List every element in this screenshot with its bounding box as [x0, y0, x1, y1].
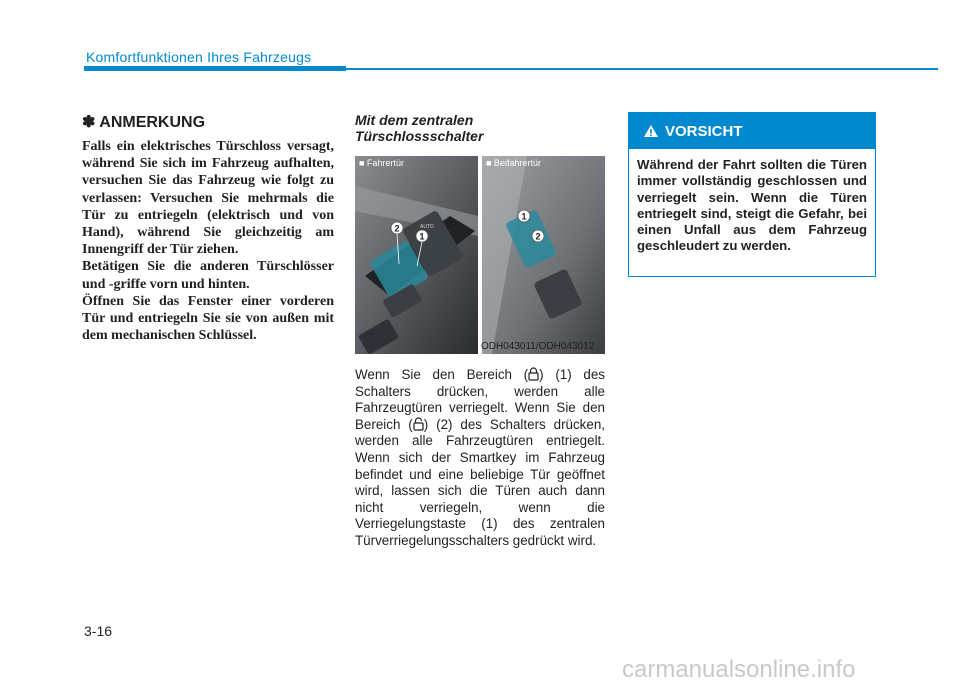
central-lock-text-part3: ) (2) des Schalters drücken, werden alle Fahrzeugtüren entriegelt. Wenn sich der Smartkey im Fahrzeug befindet und eine beliebige Tür geöffnet wird, lassen sich die Türen auch dann nicht verriegeln, wenn die Verriegelungstaste (1) des zentralen Türverriegelungsschalters gedrückt wird. [355, 416, 605, 548]
warning-triangle-icon [643, 124, 659, 138]
caution-header [629, 113, 875, 149]
callout-2-text-right: 2 [535, 231, 541, 242]
figure-code: ODH043011/ODH043012 [481, 341, 595, 352]
callout-2-text: 2 [394, 223, 400, 234]
door-switch-figure [355, 156, 605, 354]
caution-box [628, 112, 876, 277]
header-rule-thin [346, 68, 938, 70]
callout-1-text: 1 [419, 231, 425, 242]
lock-closed-icon [528, 367, 539, 381]
note-heading: ✽ ANMERKUNG [82, 114, 206, 131]
auto-label: AUTO [420, 224, 434, 230]
watermark: carmanualsonline.info [622, 656, 856, 683]
central-lock-text [355, 367, 605, 550]
page-number: 3-16 [84, 623, 113, 639]
central-lock-text-part2: ) (1) des Schalters drücken, werden alle Fahrzeugtüren verriegelt. Wenn Sie den Bereich ( [355, 367, 605, 432]
driver-door-photo [355, 156, 478, 354]
label-driver-door: ■ Fahrertür [359, 158, 404, 168]
note-box [82, 112, 334, 344]
central-lock-text-part1: Wenn Sie den Bereich ( [355, 367, 529, 382]
section-title: Komfortfunktionen Ihres Fahrzeugs [86, 49, 312, 65]
caution-heading: VORSICHT [665, 122, 743, 140]
central-lock-section [355, 112, 605, 144]
passenger-door-photo [482, 156, 605, 354]
note-text: Falls ein elektrisches Türschloss versagt, während Sie sich im Fahrzeug aufhalten, versuchen Sie das Fahrzeug wie folgt zu verlassen: Versuchen Sie mehrmals die Tür zu entriegeln (elektrisch und von Hand), während Sie gleichzeitig am Innengriff der Tür ziehen. Betätigen Sie die anderen Türschlösser und -griffe vorn und hinten. Öffnen Sie das Fenster einer vorderen Tür und entriegeln Sie sie von außen mit dem mechanischen Schlüssel. [82, 139, 334, 344]
central-lock-heading: Mit dem zentralen Türschlossschalter [355, 112, 484, 144]
callout-1-text-right: 1 [521, 211, 527, 222]
lock-open-icon [413, 417, 424, 431]
caution-text: Während der Fahrt sollten die Türen immer vollständig geschlossen und verriegelt sein. Wenn die Türen entriegelt sind, steigt die Gefahr, bei einen Unfall aus dem Fahrzeug geschleudert zu werden. [637, 157, 867, 254]
header-rule-thick [84, 66, 346, 71]
label-passenger-door: ■ Beifahrertür [486, 158, 541, 168]
